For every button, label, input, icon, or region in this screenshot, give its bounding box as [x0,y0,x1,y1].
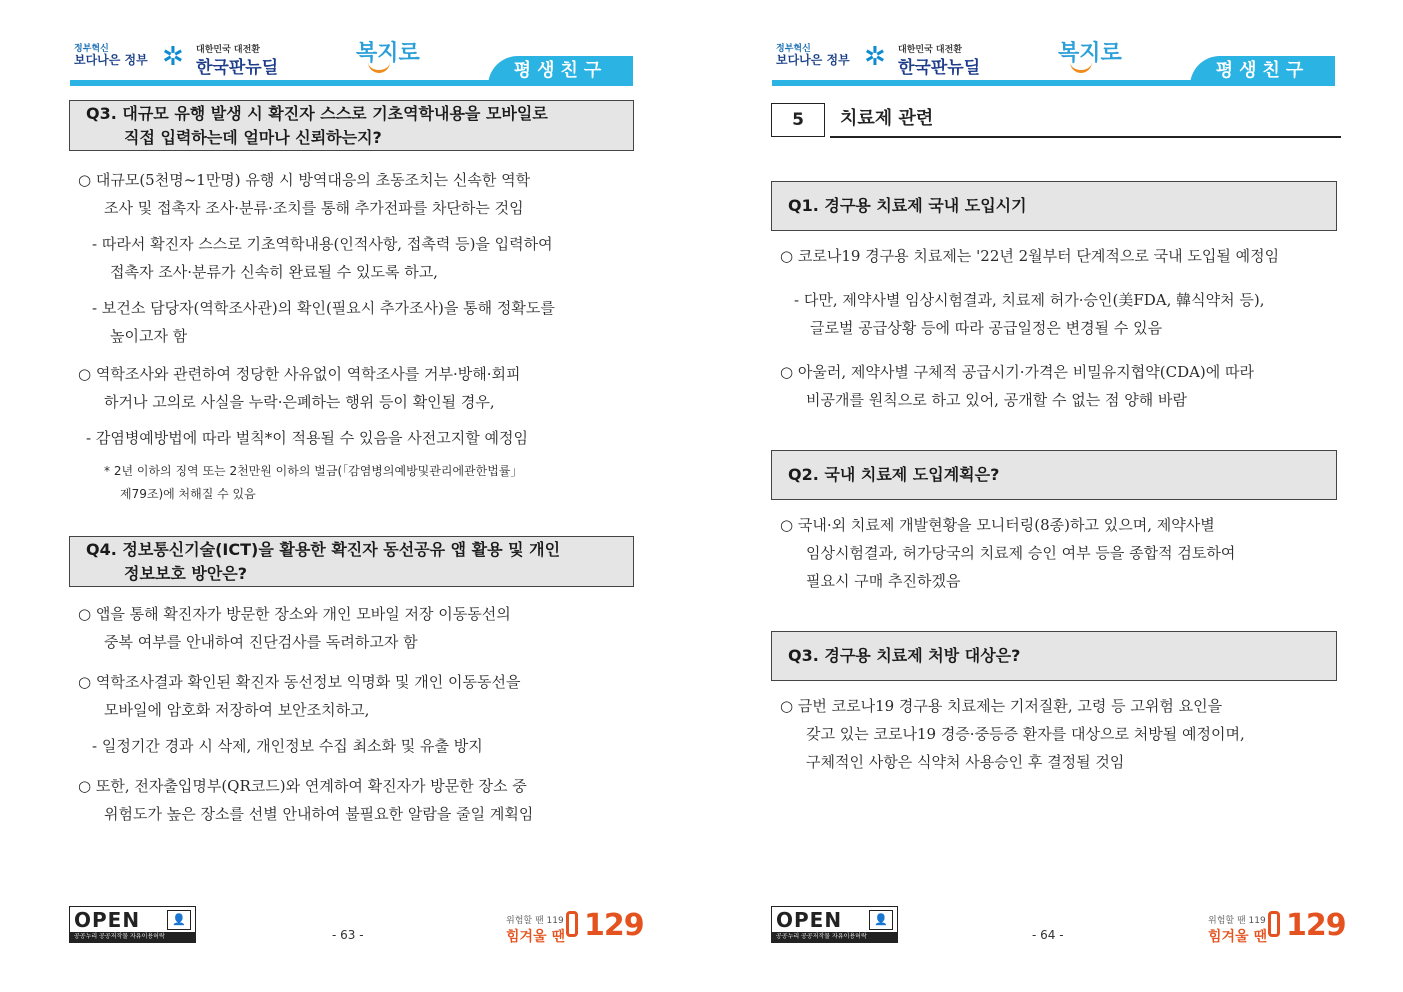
body-line: 임상시험결과, 허가당국의 치료제 승인 여부 등을 종합적 검토하여 [806,544,1236,562]
body-line: ○ 역학조사결과 확인된 확진자 동선정보 익명화 및 개인 이동동선을 [78,673,521,691]
body-line: - 다만, 제약사별 임상시험결과, 치료제 허가·승인(美FDA, 韓식약처 등), [794,291,1265,309]
question-box-q3: Q3. 경구용 치료제 처방 대상은? [771,631,1337,681]
question-box-q2: Q2. 국내 치료제 도입계획은? [771,450,1337,500]
body-line: - 감염병예방법에 따라 벌칙*이 적용될 수 있음을 사전고지할 예정임 [86,429,528,447]
body-line: 갖고 있는 코로나19 경증·중등증 환자를 대상으로 처방될 예정이며, [806,725,1245,743]
question-title-line1: Q3. 대규모 유행 발생 시 확진자 스스로 기초역학내용을 모바일로 [86,104,548,123]
bokjiro-logo [356,36,420,67]
body-line: ○ 역학조사와 관련하여 정당한 사유없이 역학조사를 거부·방해·회피 [78,365,521,383]
body-line: 모바일에 암호화 저장하여 보안조치하고, [104,701,370,719]
gov-logo-main-text: 보다나은 정부 [74,53,148,67]
bokjiro-logo [1058,36,1122,67]
phone-icon [566,911,578,937]
body-line: 중복 여부를 안내하여 진단검사를 독려하고자 함 [104,633,418,651]
body-line: 위험도가 높은 장소를 선별 안내하여 불필요한 알람을 줄일 계획임 [104,805,534,823]
body-line: - 일정기간 경과 시 삭제, 개인정보 수집 최소화 및 유출 방지 [92,737,483,755]
hotline-number: 129 [1286,908,1346,943]
body-line: 높이고자 함 [110,327,188,345]
body-line: 글로벌 공급상황 등에 따라 공급일정은 변경될 수 있음 [810,319,1163,337]
section-number: 5 [771,103,825,137]
question-title-line1: Q4. 정보통신기술(ICT)을 활용한 확진자 동선공유 앱 활용 및 개인 [86,540,561,559]
hotline-number: 129 [584,908,644,943]
section-underline [830,136,1341,138]
body-line: ○ 아울러, 제약사별 구체적 공급시기·가격은 비밀유지협약(CDA)에 따라 [780,363,1255,381]
question-box-q1: Q1. 경구용 치료제 국내 도입시기 [771,181,1337,231]
question-box-q3 [69,100,634,151]
footnote-line: 제79조)에 처해질 수 있음 [120,487,256,501]
body-line: 조사 및 접촉자 조사·분류·조치를 통해 추가전파를 차단하는 것임 [104,199,524,217]
hotline-main: 힘겨울 땐 [506,929,565,945]
body-line: 비공개를 원칙으로 하고 있어, 공개할 수 없는 점 양해 바람 [806,391,1187,409]
body-line: 필요시 구매 추진하겠음 [806,572,961,590]
body-line: ○ 코로나19 경구용 치료제는 '22년 2월부터 단계적으로 국내 도입될 예정임 [780,247,1280,265]
attribution-icon: 👤 [167,910,191,930]
section-title: 치료제 관련 [840,108,934,129]
new-deal-star-icon: ✲ [162,42,184,72]
new-deal-logo-main-text: 한국판뉴딜 [196,58,279,78]
bokjiro-logo-text: 복지로 [356,41,420,66]
open-logo-word: OPEN [776,908,843,932]
header-tab: 평생친구 [1190,56,1335,86]
new-deal-logo-top-text: 대한민국 대전환 [898,45,962,55]
open-logo-strip: 공공누리 공공저작물 자유이용허락 [70,932,195,942]
body-line: ○ 금번 코로나19 경구용 치료제는 기저질환, 고령 등 고위험 요인을 [780,697,1223,715]
gov-innovation-logo [776,44,850,66]
gov-logo-top-text: 정부혁신 [776,44,811,54]
new-deal-star-icon: ✲ [864,42,886,72]
body-line: - 보건소 담당자(역학조사관)의 확인(필요시 추가조사)을 통해 정확도를 [92,299,555,317]
gov-logo-main-text: 보다나은 정부 [776,53,850,67]
right-page [702,0,1403,992]
body-line: ○ 대규모(5천명~1만명) 유행 시 방역대응의 초동조치는 신속한 역학 [78,171,531,189]
new-deal-logo-main-text: 한국판뉴딜 [898,58,981,78]
open-logo-word: OPEN [74,908,141,932]
open-logo-strip: 공공누리 공공저작물 자유이용허락 [772,932,897,942]
new-deal-logo-top-text: 대한민국 대전환 [196,45,260,55]
kogl-open-logo [69,906,196,943]
body-line: - 따라서 확진자 스스로 기초역학내용(인적사항, 접촉력 등)을 입력하여 [92,235,553,253]
question-title-line2: 직접 입력하는데 얼마나 신뢰하는지? [124,128,382,147]
phone-icon [1268,911,1280,937]
gov-innovation-logo [74,44,148,66]
bokjiro-smile-icon [368,62,390,73]
left-page [0,0,701,992]
body-line: ○ 앱을 통해 확진자가 방문한 장소와 개인 모바일 저장 이동동선의 [78,605,511,623]
body-line: 접촉자 조사·분류가 신속히 완료될 수 있도록 하고, [110,263,438,281]
hotline-caption: 위험할 땐 119 [1208,916,1266,926]
body-line: ○ 또한, 전자출입명부(QR코드)와 연계하여 확진자가 방문한 장소 중 [78,777,527,795]
hotline-main: 힘겨울 땐 [1208,929,1267,945]
body-line: 구체적인 사항은 식약처 사용승인 후 결정될 것임 [806,753,1125,771]
footnote-line: * 2년 이하의 징역 또는 2천만원 이하의 벌금(「감염병의예방및관리에관한법률」 [104,464,523,478]
header-tab: 평생친구 [488,56,633,86]
kogl-open-logo [771,906,898,943]
question-box-q4 [69,536,634,587]
body-line: 하거나 고의로 사실을 누락·은폐하는 행위 등이 확인될 경우, [104,393,495,411]
question-title-line2: 정보보호 방안은? [124,564,248,583]
hotline-caption: 위험할 땐 119 [506,916,564,926]
bokjiro-logo-text: 복지로 [1058,41,1122,66]
page-number: - 63 - [332,928,364,942]
gov-logo-top-text: 정부혁신 [74,44,109,54]
body-line: ○ 국내·외 치료제 개발현황을 모니터링(8종)하고 있으며, 제약사별 [780,516,1215,534]
attribution-icon: 👤 [869,910,893,930]
bokjiro-smile-icon [1070,62,1092,73]
page-number: - 64 - [1032,928,1064,942]
